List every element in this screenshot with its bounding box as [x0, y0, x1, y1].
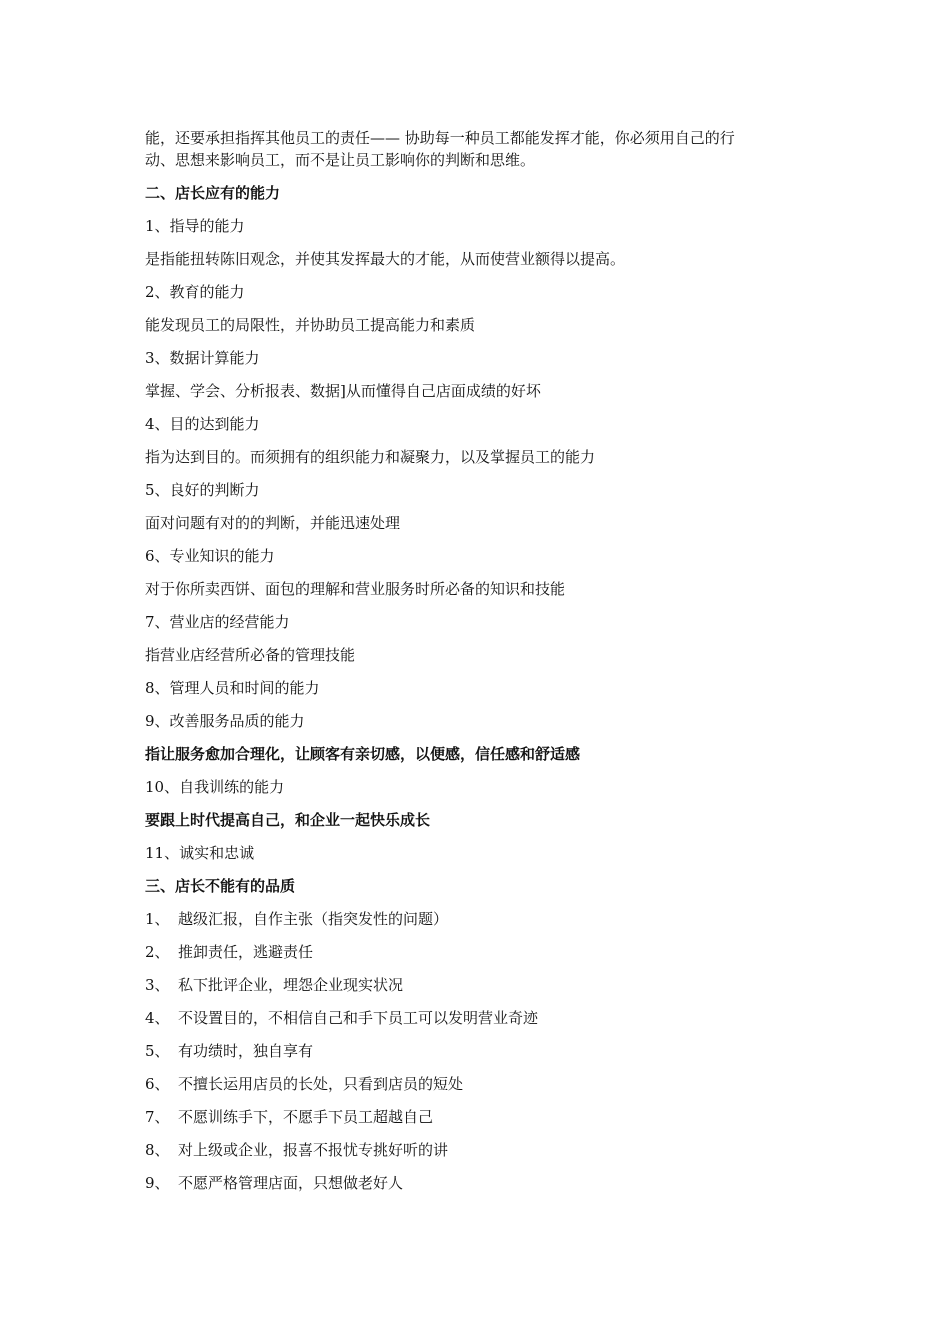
list-item — [145, 974, 825, 996]
list-item-number: 6、 — [145, 1075, 170, 1093]
ability-7-title: 7、营业店的经营能力 — [145, 613, 290, 631]
intro-line-2: 动、思想来影响员工，而不是让员工影响你的判断和思维。 — [145, 151, 536, 169]
ability-1-desc: 是指能扭转陈旧观念，并使其发挥最大的才能，从而使营业额得以提高。 — [145, 250, 626, 268]
list-item-text: 不擅长运用店员的长处，只看到店员的短处 — [178, 1075, 464, 1093]
list-item-text: 不设置目的，不相信自己和手下员工可以发明营业奇迹 — [178, 1009, 539, 1027]
list-item-text: 不愿严格管理店面，只想做老好人 — [178, 1174, 404, 1192]
list-item-number: 3、 — [145, 976, 170, 994]
ability-4-desc: 指为达到目的。而须拥有的组织能力和凝聚力，以及掌握员工的能力 — [145, 448, 596, 466]
list-item-text: 越级汇报，自作主张（指突发性的问题） — [178, 910, 449, 928]
list-item — [145, 1073, 825, 1095]
list-item-text: 有功绩时，独自享有 — [178, 1042, 314, 1060]
ability-6-title: 6、专业知识的能力 — [145, 547, 275, 565]
ability-9-title: 9、改善服务品质的能力 — [145, 712, 305, 730]
intro-paragraph — [145, 127, 825, 171]
ability-2-desc: 能发现员工的局限性，并协助员工提高能力和素质 — [145, 316, 476, 334]
list-item-text: 不愿训练手下，不愿手下员工超越自己 — [178, 1108, 434, 1126]
list-item — [145, 1007, 825, 1029]
ability-3-desc: 掌握、学会、分析报表、数据]从而懂得自己店面成绩的好坏 — [145, 382, 541, 400]
list-item — [145, 941, 825, 963]
ability-5-desc: 面对问题有对的的判断，并能迅速处理 — [145, 514, 401, 532]
list-item-number: 9、 — [145, 1174, 170, 1192]
list-item-text: 推卸责任，逃避责任 — [178, 943, 314, 961]
list-item-number: 7、 — [145, 1108, 170, 1126]
list-item-number: 8、 — [145, 1141, 170, 1159]
document-page — [145, 127, 825, 1205]
list-item-number: 1、 — [145, 910, 170, 928]
ability-8-title: 8、管理人员和时间的能力 — [145, 679, 320, 697]
ability-1-title: 1、指导的能力 — [145, 217, 245, 235]
ability-7-desc: 指营业店经营所必备的管理技能 — [145, 646, 356, 664]
ability-10-title: 10、自我训练的能力 — [145, 778, 285, 796]
ability-9-desc: 指让服务愈加合理化，让顾客有亲切感，以便感，信任感和舒适感 — [145, 745, 581, 763]
ability-10-desc: 要跟上时代提高自己，和企业一起快乐成长 — [145, 811, 431, 829]
section-3-heading: 三、店长不能有的品质 — [145, 877, 296, 895]
ability-11-title: 11、诚实和忠诚 — [145, 844, 255, 862]
list-item-text: 私下批评企业，埋怨企业现实状况 — [178, 976, 404, 994]
ability-5-title: 5、良好的判断力 — [145, 481, 260, 499]
list-item-number: 5、 — [145, 1042, 170, 1060]
ability-6-desc: 对于你所卖西饼、面包的理解和营业服务时所必备的知识和技能 — [145, 580, 566, 598]
ability-3-title: 3、数据计算能力 — [145, 349, 260, 367]
list-item-text: 对上级或企业，报喜不报忧专挑好听的讲 — [178, 1141, 449, 1159]
list-item-number: 4、 — [145, 1009, 170, 1027]
list-item — [145, 1172, 825, 1194]
intro-line-1: 能，还要承担指挥其他员工的责任—— 协助每一种员工都能发挥才能，你必须用自己的行 — [145, 129, 735, 147]
list-item — [145, 908, 825, 930]
section-2-heading: 二、店长应有的能力 — [145, 184, 281, 202]
list-item — [145, 1106, 825, 1128]
list-item — [145, 1040, 825, 1062]
ability-4-title: 4、目的达到能力 — [145, 415, 260, 433]
list-item-number: 2、 — [145, 943, 170, 961]
list-item — [145, 1139, 825, 1161]
ability-2-title: 2、教育的能力 — [145, 283, 245, 301]
